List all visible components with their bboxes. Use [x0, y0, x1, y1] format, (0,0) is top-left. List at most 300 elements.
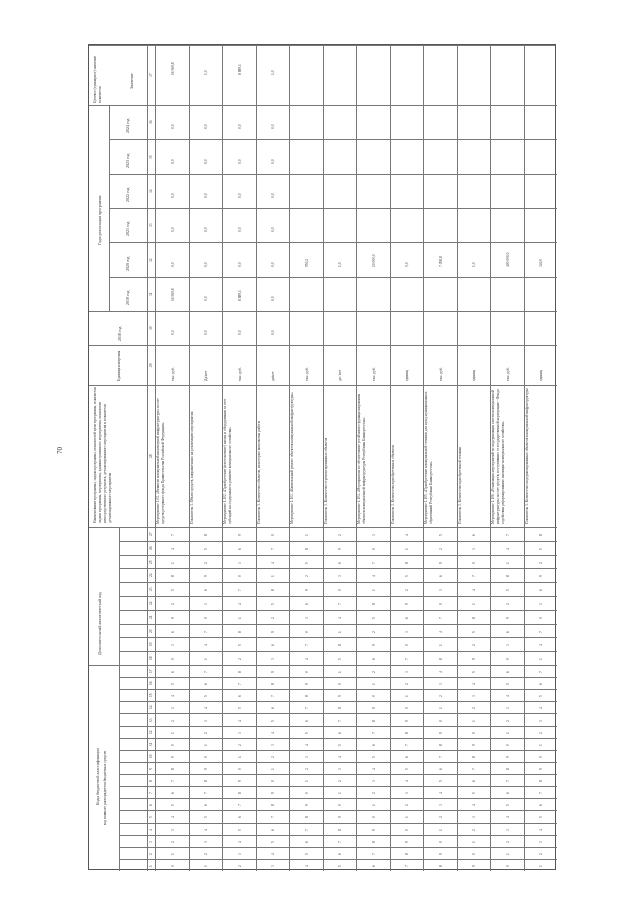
row-dop-digit: 1 [237, 616, 242, 619]
row-code-digit: 5 [338, 743, 343, 746]
header-year-2020: 2020 год [125, 256, 130, 271]
row-dop-digit: 1 [371, 589, 376, 592]
row-dop-digit: 6 [371, 658, 376, 661]
row-description: Мероприятие 1.106. «Реализация мероприятий по модернизации систем коммунальной инфраструктуры за счет средств, поступивших от государственной корпорации - Фонда содействия реформированию жилищно-коммунального хозяйства» [491, 389, 505, 524]
row-code-digit: 3 [170, 828, 175, 831]
row-description: Показатель 1. Объем средств, направленных на реализацию мероприятия [189, 411, 194, 524]
row-dop-digit: 8 [472, 616, 477, 619]
row-dop-digit: 8 [204, 534, 209, 536]
row-code-digit: 7 [505, 780, 510, 783]
row-value-2020: 340,0 [539, 258, 544, 267]
row-dop-digit: 5 [237, 644, 242, 647]
row-code-digit: 0 [237, 768, 242, 770]
row-unit: тыс. руб. [237, 367, 242, 381]
row-code-digit: 5 [505, 683, 510, 686]
grid-line [119, 555, 557, 556]
row-code-digit: 3 [505, 828, 510, 831]
row-dop-digit: 2 [271, 616, 276, 619]
row-dop-digit: 0 [539, 616, 544, 619]
row-description: Показатель 1. Количество приобретенной техники [457, 446, 462, 524]
row-dop-digit: 0 [271, 534, 276, 536]
row-code-digit: 9 [271, 671, 276, 674]
header-year-2024: 2024 год [125, 118, 130, 134]
row-dop-digit: 2 [505, 603, 510, 605]
column-number: 21 [149, 615, 153, 619]
row-dop-digit: 2 [472, 644, 477, 647]
row-code-digit: 4 [304, 743, 309, 746]
row-code-digit: 0 [472, 853, 477, 855]
row-code-digit: 4 [237, 719, 242, 722]
row-value-2018: 0,0 [271, 330, 276, 335]
row-code-digit: 4 [170, 695, 175, 698]
row-dop-digit: 2 [170, 603, 175, 605]
row-code-digit: 8 [338, 707, 343, 710]
row-code-digit: 9 [438, 731, 443, 734]
row-dop-digit: 2 [204, 561, 209, 564]
row-value-2019: 0,0 [204, 296, 209, 301]
row-dop-digit: 4 [338, 616, 343, 619]
column-number: 4 [149, 828, 153, 831]
row-description: Показатель 1. Количество объектов, на которых выполнены работы [256, 420, 261, 524]
row-code-digit: 1 [472, 719, 477, 722]
row-dop-digit: 1 [271, 575, 276, 578]
row-code-digit: 6 [539, 683, 544, 686]
row-value-2020: 1,0 [472, 262, 477, 267]
row-code-digit: 9 [405, 840, 410, 843]
column-number: 27 [149, 532, 153, 536]
row-dop-digit: 6 [204, 589, 209, 592]
row-code-digit: 8 [438, 743, 443, 746]
column-number: 17 [149, 669, 153, 674]
row-dop-digit: 9 [505, 616, 510, 619]
column-number: 31 [149, 292, 153, 296]
row-code-digit: 2 [237, 865, 242, 867]
row-code-digit: 2 [237, 743, 242, 746]
row-value-2021: 0,0 [237, 227, 242, 233]
row-code-digit: 9 [371, 707, 376, 710]
row-code-digit: 9 [405, 719, 410, 722]
row-dop-digit: 0 [438, 603, 443, 605]
row-dop-digit: 3 [271, 658, 276, 661]
grid-line [119, 582, 557, 583]
row-dop-digit: 9 [204, 575, 209, 578]
row-code-digit: 7 [204, 792, 209, 795]
column-number: 13 [149, 717, 153, 722]
row-value-2020: 1,0 [338, 262, 343, 267]
column-number: 9 [149, 768, 153, 770]
row-dop-digit: 6 [539, 589, 544, 592]
column-number: 1 [149, 865, 153, 867]
row-dop-digit: 8 [170, 575, 175, 578]
row-dop-digit: 3 [237, 561, 242, 564]
row-value-2023: 0,0 [271, 159, 276, 164]
grid-line [119, 750, 557, 751]
row-dop-digit: 1 [338, 630, 343, 633]
row-unit: единиц [539, 369, 544, 381]
column-number: 24 [149, 573, 153, 578]
row-dop-digit: 4 [539, 644, 544, 647]
row-dop-digit: 1 [304, 534, 309, 536]
row-code-digit: 3 [170, 707, 175, 710]
row-code-digit: 7 [304, 828, 309, 831]
row-value-2021: 0,0 [170, 227, 175, 233]
header-final-group: Целевое (суммарное) значение показателя [93, 55, 102, 103]
grid-line [119, 823, 557, 824]
row-code-digit: 6 [170, 671, 175, 674]
row-dop-digit: 0 [472, 561, 477, 564]
row-dop-digit: 3 [170, 644, 175, 647]
row-code-digit: 2 [438, 695, 443, 698]
row-description: Показатель 1. Количество отремонтированных объектов [323, 437, 328, 524]
row-dop-digit: 9 [539, 575, 544, 578]
row-code-digit: 4 [505, 695, 510, 698]
row-unit: Да/нет [204, 370, 209, 381]
row-code-digit: 4 [271, 853, 276, 855]
row-dop-digit: 7 [204, 630, 209, 633]
row-value-2019: 0,0 [271, 296, 276, 301]
row-dop-digit: 5 [539, 547, 544, 550]
row-code-digit: 8 [271, 683, 276, 686]
row-dop-digit: 0 [371, 547, 376, 550]
row-value-2019: 16 569,8 [170, 288, 175, 301]
row-unit: тыс. руб. [438, 367, 443, 381]
row-code-digit: 1 [438, 828, 443, 831]
row-code-digit: 0 [338, 683, 343, 686]
row-value-2022: 0,0 [237, 193, 242, 198]
row-code-digit: 5 [539, 695, 544, 698]
header-codes-subgroup: код главного распорядителя бюджетных средств [103, 750, 107, 825]
row-value-2020: 0,0 [237, 262, 242, 267]
row-code-digit: 7 [438, 756, 443, 758]
row-code-digit: 2 [204, 731, 209, 734]
row-dop-digit: 6 [505, 630, 510, 633]
row-dop-digit: 0 [338, 589, 343, 592]
row-value-2022: 0,0 [204, 193, 209, 198]
row-total: 1,0 [271, 70, 276, 75]
row-dop-digit: 6 [405, 616, 410, 619]
row-dop-digit: 3 [204, 603, 209, 605]
row-unit: единиц [405, 369, 410, 381]
row-code-digit: 4 [338, 756, 343, 758]
row-code-digit: 3 [405, 671, 410, 674]
row-code-digit: 9 [271, 792, 276, 795]
row-code-digit: 1 [304, 780, 309, 783]
row-description: Мероприятие 1.01. «Развитие коммунальной инженерной инфраструктуры за счет средств резервного фонда Правительства Российской Федерации» [156, 398, 165, 524]
row-code-digit: 1 [237, 756, 242, 758]
header-year-2022: 2022 год [125, 187, 130, 202]
column-number: 30 [149, 326, 153, 330]
row-code-digit: 3 [237, 731, 242, 734]
row-code-digit: 6 [304, 840, 309, 843]
row-dop-digit: 7 [539, 630, 544, 633]
row-code-digit: 5 [405, 768, 410, 770]
row-dop-digit: 3 [338, 575, 343, 578]
grid-line [119, 713, 557, 714]
column-number: 5 [149, 816, 153, 819]
row-dop-digit: 3 [371, 534, 376, 536]
grid-line [119, 762, 557, 763]
row-dop-digit: 2 [237, 658, 242, 661]
column-number: 14 [149, 705, 153, 710]
row-code-digit: 2 [505, 840, 510, 843]
row-code-digit: 5 [237, 828, 242, 831]
row-code-digit: 6 [304, 719, 309, 722]
column-number: 10 [149, 754, 153, 758]
row-dop-digit: 1 [539, 658, 544, 661]
row-code-digit: 5 [371, 756, 376, 758]
row-code-digit: 3 [505, 707, 510, 710]
row-code-digit: 2 [271, 756, 276, 758]
row-dop-digit: 7 [338, 603, 343, 605]
row-dop-digit: 8 [371, 603, 376, 605]
row-code-digit: 4 [539, 707, 544, 710]
row-dop-digit: 6 [170, 630, 175, 633]
column-number: 6 [149, 804, 153, 807]
row-code-digit: 3 [472, 695, 477, 698]
row-value-2022: 0,0 [271, 193, 276, 198]
grid-line [119, 835, 557, 836]
row-dop-digit: 3 [438, 589, 443, 592]
row-code-digit: 6 [505, 671, 510, 674]
row-dop-digit: 3 [472, 547, 477, 550]
column-number: 16 [149, 681, 153, 686]
row-dop-digit: 8 [438, 658, 443, 661]
row-code-digit: 9 [304, 804, 309, 807]
row-code-digit: 0 [405, 707, 410, 710]
row-unit: тыс. руб. [505, 367, 510, 381]
row-code-digit: 1 [271, 768, 276, 770]
grid-line [119, 527, 120, 871]
row-value-2021: 0,0 [271, 227, 276, 233]
row-code-digit: 9 [539, 768, 544, 770]
row-code-digit: 6 [271, 707, 276, 710]
row-dop-digit: 9 [472, 658, 477, 661]
row-code-digit: 6 [271, 828, 276, 831]
column-number: 35 [149, 154, 153, 159]
row-dop-digit: 0 [204, 616, 209, 619]
row-code-digit: 3 [438, 804, 443, 807]
row-code-digit: 9 [304, 683, 309, 686]
row-dop-digit: 4 [170, 547, 175, 550]
row-code-digit: 2 [405, 683, 410, 686]
row-dop-digit: 4 [505, 547, 510, 550]
header-period-group: Годы реализации программы [97, 195, 102, 245]
row-code-digit: 0 [170, 865, 175, 867]
row-dop-digit: 4 [438, 630, 443, 633]
row-code-digit: 5 [304, 853, 309, 855]
grid-line [119, 677, 557, 678]
grid-line [119, 847, 557, 848]
header-year-2021: 2021 год [125, 221, 130, 237]
row-code-digit: 3 [539, 719, 544, 722]
row-code-digit: 1 [539, 743, 544, 746]
row-code-digit: 4 [472, 683, 477, 686]
row-dop-digit: 0 [405, 644, 410, 647]
column-number: 2 [149, 853, 153, 855]
row-code-digit: 8 [505, 768, 510, 770]
row-code-digit: 8 [237, 792, 242, 795]
column-number: 8 [149, 780, 153, 783]
row-dop-digit: 6 [338, 561, 343, 564]
row-code-digit: 5 [472, 671, 477, 674]
row-value-2024: 0,0 [237, 124, 242, 130]
row-description: Мероприятие 1.105. «Приобретение коммунальной техники для нужд муниципальных образований Республики Башкортостан» [424, 391, 433, 524]
row-code-digit: 9 [338, 695, 343, 698]
page-number: 70 [56, 447, 64, 454]
row-code-digit: 5 [438, 780, 443, 783]
row-code-digit: 2 [304, 768, 309, 770]
row-code-digit: 3 [472, 816, 477, 819]
row-dop-digit: 5 [338, 658, 343, 661]
row-code-digit: 7 [237, 683, 242, 686]
row-dop-digit: 8 [304, 547, 309, 550]
row-dop-digit: 4 [405, 534, 410, 536]
row-code-digit: 5 [170, 804, 175, 807]
row-code-digit: 0 [438, 719, 443, 722]
row-code-digit: 7 [539, 671, 544, 674]
row-dop-digit: 7 [472, 575, 477, 578]
row-dop-digit: 3 [539, 603, 544, 605]
row-dop-digit: 6 [472, 534, 477, 536]
row-dop-digit: 0 [304, 630, 309, 633]
row-code-digit: 7 [204, 671, 209, 674]
column-number: 28 [149, 454, 153, 458]
row-dop-digit: 5 [304, 561, 309, 564]
row-code-digit: 7 [271, 695, 276, 698]
row-value-2019: 8 889,1 [237, 290, 242, 301]
row-code-digit: 3 [539, 840, 544, 843]
row-code-digit: 8 [438, 865, 443, 867]
row-code-digit: 9 [438, 853, 443, 855]
row-dop-digit: 8 [505, 575, 510, 578]
row-dop-digit: 7 [505, 534, 510, 536]
row-code-digit: 7 [237, 804, 242, 807]
row-value-2020: 7 058,8 [438, 255, 443, 267]
row-unit: тыс. руб. [170, 367, 175, 381]
row-code-digit: 5 [170, 683, 175, 686]
row-unit: единиц [472, 369, 477, 381]
row-dop-digit: 0 [237, 575, 242, 578]
row-code-digit: 9 [472, 743, 477, 746]
row-code-digit: 4 [371, 768, 376, 770]
row-code-digit: 7 [405, 743, 410, 746]
row-dop-digit: 5 [271, 603, 276, 605]
row-code-digit: 1 [539, 865, 544, 867]
row-value-2024: 0,0 [170, 124, 175, 130]
row-dop-digit: 2 [304, 575, 309, 578]
header-final-value: Значение [129, 73, 134, 89]
row-code-digit: 8 [170, 768, 175, 770]
row-code-digit: 1 [204, 865, 209, 867]
row-code-digit: 0 [438, 840, 443, 843]
row-code-digit: 6 [505, 792, 510, 795]
row-code-digit: 4 [472, 804, 477, 807]
row-code-digit: 1 [338, 792, 343, 795]
row-dop-digit: 7 [438, 616, 443, 619]
row-code-digit: 4 [438, 792, 443, 795]
row-dop-digit: 6 [438, 575, 443, 578]
row-dop-digit: 0 [170, 658, 175, 661]
row-code-digit: 8 [405, 731, 410, 734]
row-code-digit: 8 [271, 804, 276, 807]
row-value-2020: 10 000,0 [371, 254, 376, 267]
row-dop-digit: 3 [405, 630, 410, 633]
grid-line [119, 651, 557, 652]
column-number: 37 [149, 73, 153, 77]
row-code-digit: 0 [472, 731, 477, 734]
row-code-digit: 2 [371, 671, 376, 674]
row-dop-digit: 7 [304, 644, 309, 647]
row-code-digit: 1 [472, 840, 477, 843]
row-code-digit: 9 [371, 828, 376, 831]
row-dop-digit: 2 [438, 547, 443, 550]
row-code-digit: 2 [539, 731, 544, 734]
row-code-digit: 4 [237, 840, 242, 843]
row-code-digit: 2 [338, 780, 343, 783]
grid-line [119, 774, 557, 775]
row-code-digit: 4 [204, 707, 209, 710]
row-description: Мероприятие 1.102. «Приобретение (изготовление) жилья и оборудования за счет субсидий на содержание и развитие коммунального хозяйства» [223, 398, 232, 524]
row-code-digit: 6 [405, 756, 410, 758]
row-code-digit: 5 [237, 707, 242, 710]
row-dop-digit: 1 [505, 561, 510, 564]
row-code-digit: 9 [472, 865, 477, 867]
row-code-digit: 8 [371, 719, 376, 722]
row-code-digit: 4 [539, 828, 544, 831]
row-code-digit: 7 [472, 768, 477, 770]
row-value-2023: 0,0 [237, 159, 242, 164]
row-code-digit: 0 [271, 780, 276, 783]
row-code-digit: 1 [170, 853, 175, 855]
row-dop-digit: 8 [271, 589, 276, 592]
row-dop-digit: 2 [539, 561, 544, 564]
row-code-digit: 1 [405, 816, 410, 819]
row-code-digit: 9 [338, 816, 343, 819]
column-number: 22 [149, 601, 153, 605]
row-code-digit: 4 [304, 865, 309, 867]
row-total: 16 569,8 [170, 62, 175, 75]
row-code-digit: 2 [472, 828, 477, 831]
grid-line [119, 624, 557, 625]
row-code-digit: 7 [304, 707, 309, 710]
row-code-digit: 4 [405, 780, 410, 783]
row-code-digit: 1 [204, 743, 209, 746]
row-code-digit: 5 [304, 731, 309, 734]
row-code-digit: 2 [539, 853, 544, 855]
column-number: 20 [149, 628, 153, 633]
row-code-digit: 3 [371, 780, 376, 783]
row-code-digit: 0 [371, 816, 376, 819]
row-description: Мероприятие 1.104. «Мероприятия по обеспечению устойчивого функционирования объектов коммунальной инфраструктуры Республики Башкортостан» [357, 393, 366, 524]
row-code-digit: 4 [438, 671, 443, 674]
row-code-digit: 6 [438, 768, 443, 770]
row-code-digit: 3 [304, 756, 309, 758]
row-dop-digit: 9 [304, 589, 309, 592]
row-dop-digit: 1 [472, 603, 477, 605]
header-program-title: Наименование программы, задачи программы, показателей цели программы, показатели задачи программы, мероприятия, административного мероприятия, показатели непосредственного результата, детализированного мероприятия и показатели детализированного мероприятия [93, 387, 112, 523]
row-dop-digit: 3 [304, 616, 309, 619]
row-dop-digit: 5 [472, 630, 477, 633]
row-code-digit: 5 [338, 865, 343, 867]
row-dop-digit: 1 [438, 644, 443, 647]
row-code-digit: 8 [204, 780, 209, 783]
grid-line [119, 859, 557, 860]
row-code-digit: 2 [204, 853, 209, 855]
row-code-digit: 5 [539, 816, 544, 819]
row-dop-digit: 7 [405, 658, 410, 661]
row-code-digit: 7 [338, 840, 343, 843]
row-code-digit: 6 [539, 804, 544, 807]
